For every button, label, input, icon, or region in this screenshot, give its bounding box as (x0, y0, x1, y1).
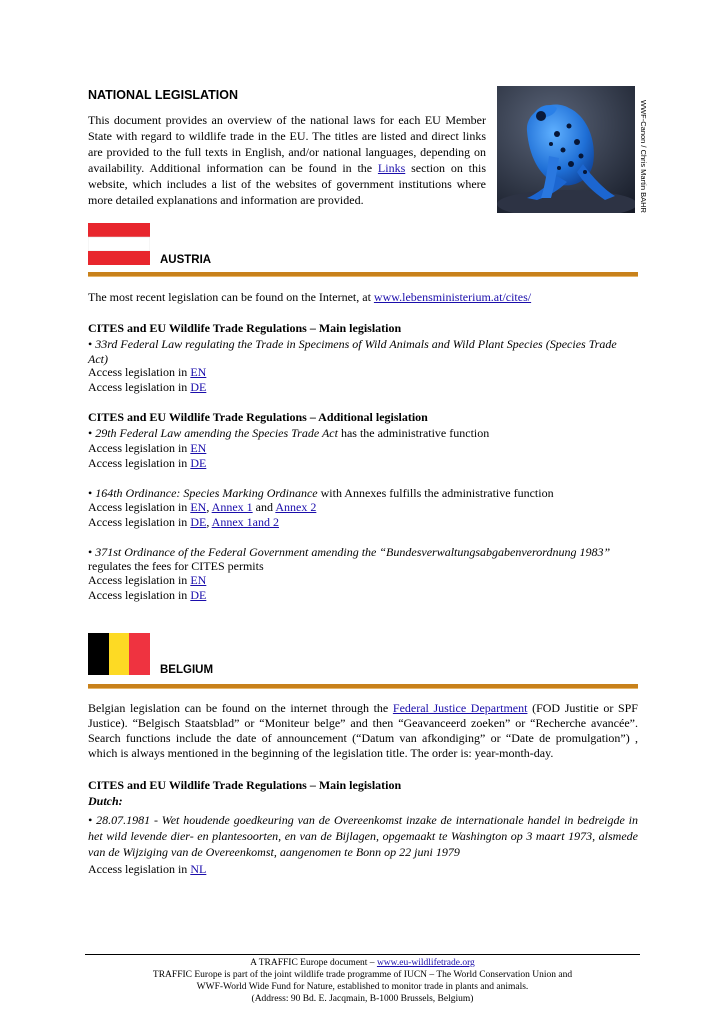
lebensministerium-link[interactable]: www.lebensministerium.at/cites/ (373, 290, 532, 304)
access-line (88, 515, 638, 530)
belgium-flag (88, 633, 150, 675)
access-line (88, 862, 638, 877)
austria-flag-icon (88, 223, 150, 265)
item4-title: 371st Ordinance of the Federal Government amending the “Bundesverwaltungsabgabenverordnung 1983” (95, 545, 611, 559)
footer-line-3: WWF-World Wide Fund for Nature, established to monitor trade in plants and animals. (196, 982, 529, 992)
links-section-link[interactable]: Links (377, 161, 406, 175)
en-link[interactable]: EN (190, 441, 207, 455)
page-title: NATIONAL LEGISLATION (88, 88, 238, 102)
belgium-intro (88, 701, 638, 761)
dutch-label: Dutch: (88, 794, 123, 808)
belgium-intro-text-end: (FOD Justitie or SPF Justice). “Belgisch Staatsblad” or “Moniteur belge” and then “Geavanceerd zoeken” or “Recherche avancée”. Search functions include the date of announcement (“Datum van afkondiging” or “Date de promulgation”) , which is always mentioned in the beginning of the legislation title. The order is: year-month-day. (88, 701, 638, 760)
annex-1-and-2-link[interactable]: Annex 1and 2 (211, 515, 279, 529)
austria-main-heading: CITES and EU Wildlife Trade Regulations – Main legislation (88, 321, 402, 335)
access-line (88, 441, 638, 456)
annex-2-link[interactable]: Annex 2 (275, 500, 317, 514)
belgium-item-1: • 28.07.1981 - Wet houdende goedkeuring van de Overeenkomst inzake de internationale handel in bedreigde in het wild levende dier- en plantesoorten, en van de Bijlagen, opgemaakt te Washington op 3 maart 1973, alsmede van de Wijziging van de Overeenkomst, aangenomen te Bonn op 22 juni 1979 (88, 813, 639, 859)
intro-text: This document provides an overview of the national laws for each EU Member State with regard to wildlife trade in the EU. The titles are listed and direct links are provided to the full texts in English, and/or national languages, depending on availability. Additional information can be found in the (88, 113, 486, 175)
belgium-flag-icon (88, 633, 150, 675)
austria-main-item: • 33rd Federal Law regulating the Trade in Specimens of Wild Animals and Wild Plant Species (Species Trade Act) (88, 337, 617, 366)
country-heading-austria: AUSTRIA (160, 254, 212, 266)
separator: , (206, 515, 212, 529)
belgium-intro-text: Belgian legislation can be found on the internet through the (88, 701, 393, 715)
intro-paragraph (88, 112, 486, 208)
access-label: Access legislation in (88, 862, 191, 876)
footer-text: A TRAFFIC Europe document – (250, 958, 377, 968)
access-line (88, 500, 638, 515)
access-line (88, 573, 638, 588)
access-line (88, 588, 638, 603)
access-label: Access legislation in (88, 515, 191, 529)
access-label: Access legislation in (88, 500, 191, 514)
access-label: Access legislation in (88, 588, 191, 602)
footer-divider (85, 954, 640, 955)
en-link[interactable]: EN (190, 500, 207, 514)
photo-credit-text: WWF-Canon / Chris Martin BAHR (639, 100, 648, 213)
austria-item-2: • 29th Federal Law amending the Species Trade Act has the administrative function (88, 426, 490, 440)
separator: and (252, 500, 276, 514)
de-link[interactable]: DE (190, 380, 207, 394)
austria-additional-heading: CITES and EU Wildlife Trade Regulations – Additional legislation (88, 410, 428, 424)
austria-item-4: • 371st Ordinance of the Federal Government amending the “Bundesverwaltungsabgabenverordnung 1983” (88, 545, 611, 559)
belgium-main-heading: CITES and EU Wildlife Trade Regulations – Main legislation (88, 778, 402, 792)
item3-title: 164th Ordinance: Species Marking Ordinance (95, 486, 318, 500)
austria-main-item-text: 33rd Federal Law regulating the Trade in Specimens of Wild Animals and Wild Plant Species (Species Trade Act) (88, 337, 617, 366)
de-link[interactable]: DE (190, 456, 207, 470)
footer-address: (Address: 90 Bd. E. Jacqmain, B-1000 Brussels, Belgium) (251, 994, 474, 1004)
access-label: Access legislation in (88, 380, 191, 394)
de-link[interactable]: DE (190, 515, 207, 529)
access-line (88, 456, 638, 471)
nl-link[interactable]: NL (190, 862, 207, 876)
access-line (88, 380, 638, 395)
item2-title: 29th Federal Law amending the Species Trade Act (95, 426, 338, 440)
section-divider (88, 272, 638, 277)
footer-line-2: TRAFFIC Europe is part of the joint wildlife trade programme of IUCN – The World Conservation Union and (152, 970, 573, 980)
austria-item-4-rest: regulates the fees for CITES permits (88, 559, 264, 573)
access-label: Access legislation in (88, 441, 191, 455)
access-label: Access legislation in (88, 365, 191, 379)
federal-justice-link[interactable]: Federal Justice Department (392, 701, 528, 715)
access-label: Access legislation in (88, 456, 191, 470)
en-link[interactable]: EN (190, 365, 207, 379)
section-divider (88, 684, 638, 689)
austria-intro (88, 290, 638, 305)
en-link[interactable]: EN (190, 573, 207, 587)
footer-line-1 (85, 957, 640, 969)
austria-flag (88, 223, 150, 265)
footer (85, 957, 640, 1005)
access-line (88, 365, 638, 380)
item2-rest: has the administrative function (337, 426, 490, 440)
frog-photo (497, 86, 635, 213)
item3-rest: with Annexes fulfills the administrative function (317, 486, 554, 500)
separator: , (206, 500, 212, 514)
austria-item-3: • 164th Ordinance: Species Marking Ordinance with Annexes fulfills the administrative function (88, 486, 554, 500)
photo-credit (636, 100, 650, 220)
de-link[interactable]: DE (190, 588, 207, 602)
intro-text-end: section on this website, which includes a list of the websites of government institutions where more detailed explanations and information are provided. (88, 161, 487, 207)
annex-1-link[interactable]: Annex 1 (211, 500, 253, 514)
belgium-item-1-text: 28.07.1981 - Wet houdende goedkeuring van de Overeenkomst inzake de internationale handel in bedreigde in het wild levende dier- en plantesoorten, en van de Bijlagen, opgemaakt te Washington op 3 maart 1973, alsmede van de Wijziging van de Overeenkomst, aangenomen te Bonn op 22 juni 1979 (88, 813, 639, 859)
austria-intro-text: The most recent legislation can be found on the Internet, at (88, 290, 374, 304)
country-heading-belgium: BELGIUM (160, 664, 214, 676)
blue-frog-image (497, 86, 635, 213)
eu-wildlifetrade-link[interactable]: www.eu-wildlifetrade.org (376, 958, 475, 968)
access-label: Access legislation in (88, 573, 191, 587)
